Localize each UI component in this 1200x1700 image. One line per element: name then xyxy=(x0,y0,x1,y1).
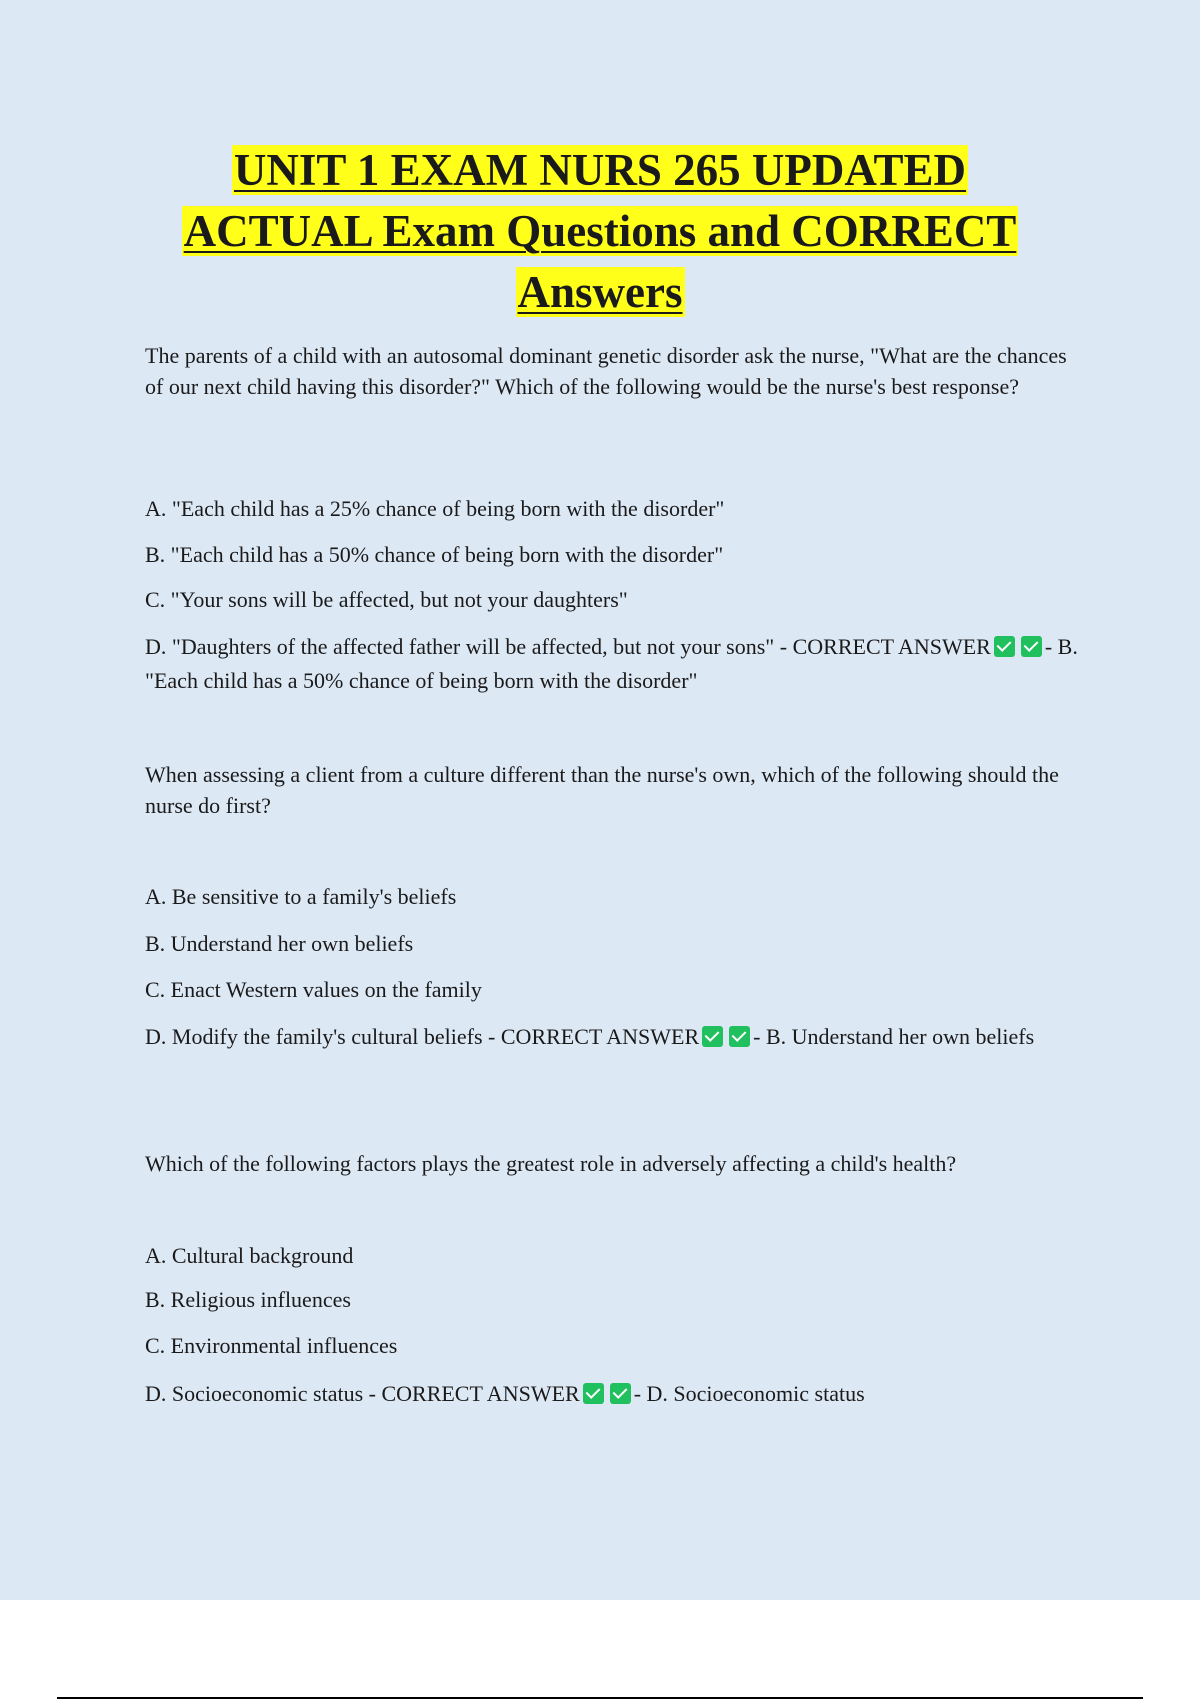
correct-answer: - B. "Each child has a 50% chance of being born with the disorder" xyxy=(145,634,1078,693)
title-line-1: UNIT 1 EXAM NURS 265 UPDATED xyxy=(233,145,967,195)
correct-answer: - D. Socioeconomic status xyxy=(633,1381,865,1406)
option-b: B. Religious influences xyxy=(145,1287,351,1312)
option-d: D. Socioeconomic status - CORRECT ANSWER xyxy=(145,1381,580,1406)
option-d-with-answer xyxy=(145,1378,1090,1409)
option-a: A. Be sensitive to a family's beliefs xyxy=(145,884,457,909)
question-stem: When assessing a client from a culture different than the nurse's own, which of the following should the nurse do first? xyxy=(145,762,1059,818)
option-a: A. Cultural background xyxy=(145,1243,354,1268)
option-list-1 xyxy=(145,493,1090,698)
check-box-icon xyxy=(610,1383,631,1404)
correct-answer: - B. Understand her own beliefs xyxy=(753,1024,1035,1049)
check-box-icon xyxy=(994,636,1015,657)
option-a: A. "Each child has a 25% chance of being born with the disorder" xyxy=(145,496,725,521)
option-c: C. Enact Western values on the family xyxy=(145,977,482,1002)
option-d-with-answer xyxy=(145,1021,1090,1052)
question-block-3 xyxy=(145,1148,1090,1179)
option-c: C. "Your sons will be affected, but not your daughters" xyxy=(145,587,628,612)
option-c: C. Environmental influences xyxy=(145,1333,398,1358)
document-title xyxy=(0,140,1200,323)
option-d: D. Modify the family's cultural beliefs - CORRECT ANSWER xyxy=(145,1024,700,1049)
title-line-3: Answers xyxy=(517,267,683,317)
option-list-2 xyxy=(145,881,1090,1052)
option-b: B. Understand her own beliefs xyxy=(145,931,414,956)
check-box-icon xyxy=(583,1383,604,1404)
option-d: D. "Daughters of the affected father will be affected, but not your sons" - CORRECT ANSWER xyxy=(145,634,991,659)
option-b: B. "Each child has a 50% chance of being born with the disorder" xyxy=(145,542,724,567)
check-box-icon xyxy=(1021,636,1042,657)
question-stem: Which of the following factors plays the greatest role in adversely affecting a child's health? xyxy=(145,1151,957,1176)
footer-divider xyxy=(57,1697,1143,1699)
question-block-2 xyxy=(145,759,1090,821)
option-d-with-answer xyxy=(145,630,1090,698)
question-block-1 xyxy=(145,340,1090,402)
check-box-icon xyxy=(702,1026,723,1047)
option-list-3 xyxy=(145,1240,1090,1409)
title-line-2: ACTUAL Exam Questions and CORRECT xyxy=(183,206,1017,256)
check-box-icon xyxy=(729,1026,750,1047)
question-stem: The parents of a child with an autosomal dominant genetic disorder ask the nurse, "What are the chances of our next child having this disorder?" Which of the following would be the nurse's best response? xyxy=(145,343,1067,399)
